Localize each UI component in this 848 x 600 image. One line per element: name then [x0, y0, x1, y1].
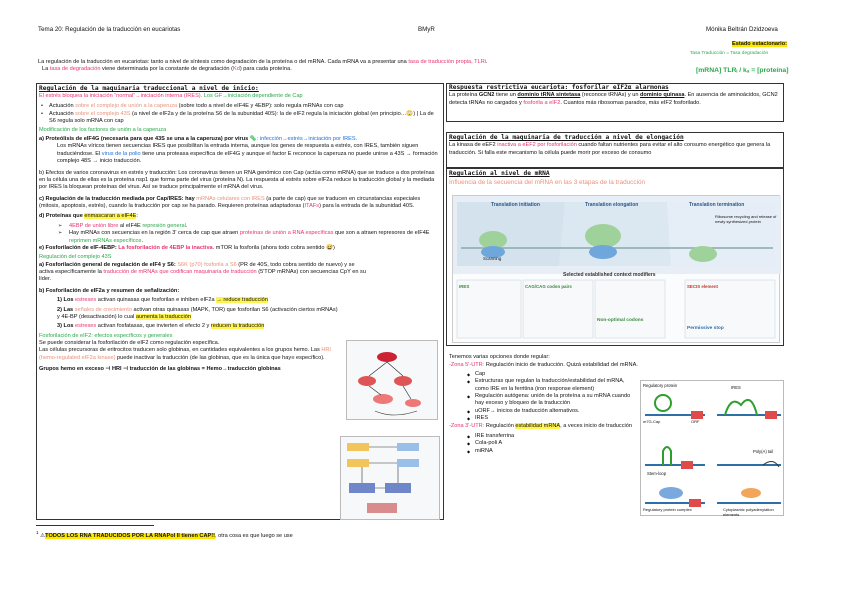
paragraph-hemo: Grupos hemo en exceso ⊣ HRI ⊣ traducción de las globinas = Hemo→traducción globinas	[39, 366, 281, 373]
fig-label-termination: Translation termination	[689, 202, 745, 208]
bullet-43s-complex: • Actuación sobre el complejo 43S (a nivel de eIF2a y de la proteína S6 de la subunidad 40S): la de eIF2 regula la iniciación global (en principio…🙄) | La de S6 regula solo mRNA con cap	[39, 111, 441, 126]
fig2-polya: Poly(A) tail	[753, 449, 774, 454]
utr3-item: ◆ IRE transferrina	[465, 433, 689, 440]
item-rna-binding: ➢ Hay mRNAs con secuencias en la región 3' cerca de cap que atraen proteínas de unión a RNA específicas que son a atraen represores de eIF4E reprimen mRNAs específicos.	[57, 230, 441, 245]
mrna-subtitle: Influencia de la secuencia del mRNA en las 3 etapas de la traducción	[449, 179, 646, 187]
fig2-ires: IRES	[731, 385, 741, 390]
subhead-eif2a: b) Fosforilación de eIF2a y resumen de señalización:	[39, 287, 180, 294]
utr3-item: ◆ Cola-poli A	[465, 440, 689, 447]
fig-label-scanning: Scanning	[483, 256, 502, 261]
header-right: Mónika Beltrán Dzidzoeva	[706, 26, 778, 33]
item-stress-3: 3) Los estreses activan fosfatasas, que invierten el efecto 2 y reducen la traducción	[57, 323, 265, 330]
fig2-reg-complex: Regulatory protein complex	[643, 507, 692, 512]
gcn2-section: Respuesta restrictiva eucariota: fosforilar eIF2α alarmonas La proteína GCN2 tiene un dominio tRNA sintetasa (reconoce tRNAs) y un dominio quinasa. En ausencia de aminoácidos, GCN2 detecta tRNAs no cargados y fosforila a eIF2. Cuantos más ribosomas parados, más eIF2 fosforilado.	[449, 84, 783, 109]
utr5-item: ◆ Cap	[465, 371, 635, 378]
elongation-section: Regulación de la maquinaria de traducción a nivel de elongación La kinasa de eEF2 inactiva a eEF2 por fosforilación cuando faltan nutrientes para evitar el alto consumo energético que genera la traducción. Si falla este mecanismo la célula puede morir por exceso de consumo	[449, 134, 783, 159]
fig-box-secis: SECIS element	[687, 284, 718, 289]
utr3-heading: -Zona 3'-UTR: Regulación estabilidad mRNA, a veces inicio de traducción	[449, 423, 632, 430]
fig2-cpe: Cytoplasmic polyadenylation elements	[723, 507, 774, 518]
paragraph-eif2-specific: Se puede considerar la fosforilación de eIF2 como regulación específica.	[39, 340, 220, 347]
item-stress-1: 1) Los estreses activan quinasas que fosforilan e inhiben eIF2a → reduce traducción	[57, 297, 268, 304]
fig-label-initiation: Translation initiation	[491, 202, 540, 208]
signaling-diagram	[346, 340, 438, 420]
paragraph-eif4e-masking: d) Proteínas que enmascaran a eIF4E:	[39, 213, 138, 220]
utr5-item: ◆ Regulación autógena: unión de la proteína a su mRNA cuando hay exceso y bloqueo de la traducción	[465, 393, 635, 408]
header-center: BMyR	[418, 26, 435, 33]
regulatory-elements-figure	[640, 380, 784, 516]
mrna-section	[449, 170, 783, 188]
section-title-gcn2: Respuesta restrictiva eucariota: fosforilar eIF2α alarmonas	[449, 84, 669, 91]
fig-label-recycling: Ribosome recycling and release of newly synthesized protein	[715, 214, 777, 225]
fig-label-elongation: Translation elongation	[585, 202, 639, 208]
steady-state-equation: Tasa Traducción = Tasa degradación	[690, 51, 769, 56]
paragraph-coronavirus: b) Efectos de varios coronavirus en estrés y traducción: Los coronavirus tienen un RNA genómico con Cap (actúa como mRNA) que se traduce a dos proteínas en la célula una de ellas es la proteína nsp1 que forma parte del virus (proteína N). La respuesta al estrés sobre eIF2a reduce la traducción global y la mediada por IRES la bloquean proteínas del virus. Así se traduce principalmente el mRNA del virus.	[39, 169, 435, 191]
intro-paragraph: La regulación de la traducción en eucariotas: tanto a nivel de síntesis como degradación de la proteína o del mRNA. Cada mRNA va a presentar una tasa de traducción propia, TLRi. La tasa de degradación viene determinada por la constante de degradación (Kd) para cada proteína.	[38, 59, 488, 73]
subhead-eif2-effects: Fosforilación de eIF2: efectos específicos y generales	[39, 332, 173, 339]
thinking-emoji-icon: 🙄	[406, 110, 414, 117]
footnote: $^1$ ⚠TODOS LOS RNA TRADUCIDOS POR LA RNAPol II tienen CAP!!, otra cosa es que luego se use	[36, 530, 293, 539]
steady-state-title: Estado estacionario:	[732, 41, 788, 47]
section-title-initiation: Regulación de la maquinaria traduccional a nivel de inicio:	[39, 85, 259, 92]
translation-stages-figure	[452, 195, 780, 343]
utr5-item: ◆ Estructuras que regulan la traducción/estabilidad del mRNA, como IRE en la ferritina (iron response element)	[465, 378, 635, 393]
utr5-item: ◆ uORF→ inicios de traducción alternativos.	[465, 408, 635, 415]
left-column-content: Regulación de la maquinaria traduccional a nivel de inicio: El estrés bloquea la iniciación “normal”→iniciación interna (IRES). Los GF→iniciación dependiente de Cap • Actuación sobre el complejo de unión a la caperuza (sobre todo a nivel de eIF4E y 4EBP): solo regula mRNAs con cap • Actuación sobre el complejo 43S (a nivel de eIF2a y de la proteína S6 de la subunidad 40S): la de eIF2 regula la iniciación global (en principio…🙄) | La de S6 regula solo mRNA con cap Modificación de los factores de unión a la caperuza a) Proteólisis de eIF4G (necesaria para que 43S se una a la caperuza) por virus 🦠: infección→estrés→iniciación por IRES. Los mRNAs víricos tienen secuencias IRES que posibilitan la entrada interna, aunque los genes de respuesta a estrés, con IRES, también siguen traduciéndose. El virus de la polio tiene una proteasa específica de eIF4G y aunque el factor E reconoce la caperuza no puede unirse a 43S → formación complejo 48S → inicio traducción. b) Efectos de varios coronavirus en estrés y traducción: Los coronavirus tienen un RNA genómico con Cap (actúa como mRNA) que se traduce a dos proteínas en la célula una de ellas es la proteína nsp1 que forma parte del virus (proteína N). La respuesta al estrés sobre eIF2a reduce la traducción global y la mediada por IRES la bloquean proteínas del virus. Así se traduce principalmente el mRNA del virus. c) Regulación de la traducción mediada por Cap/IRES: hay mRNAs celulares con IRES (a parte de cap) que se traducen en circunstancias especiales (mitosis, apoptosis, estrés), cuando la traducción por cap se ha parado. Requieren proteínas adaptadoras (ITAFs) para la entrada de la subunidad 40S. d) Proteínas que enmascaran a eIF4E: ➢ 4EBP de unión libre al eIF4E represión general. ➢ Hay mRNAs con secuencias en la región 3' cerca de cap que atraen proteínas de unión a RNA específicas que son a atraen represores de eIF4E reprimen mRNAs específicos. e) Fosforilación de eIF-4EBP: La fosforilación de 4EBP la inactiva. mTOR la fosforila (ahora todo cobra sentido 😅) Regulación del complejo 43S a) Fosforilación general de regulación de eIF4 y S6: S6K (p70) fosforila a S6 (PR de 40S, todo cobra sentido de nuevo) y se activa específicamente la traducción de mRNAs que codifican maquinaria de traducción (5'TOP mRNAs) con secuencias CpY en su líder. b) Fosforilación de eIF2a y resumen de señalización: 1) Los estreses activan quinasas que fosforilan e inhiben eIF2a → reduce traducción 2) Las señales de crecimiento activan otras quinasas (MAPK, TOR) que fosforilan S6 (activación ciertos mRNAs) y 4E-BP (desactivación) lo cual aumenta la traducción 3) Los estreses activan fosfatasas, que invierten el efecto 2 y reducen la traducción Fosforilación de eIF2: efectos específicos y generales Se puede considerar la fosforilación de eIF2 como regulación específica. Las células precursoras de eritrocitos traducen solo globinas, en cantidades equivalentes a los grupos hemo. Las HRI (hemo-regulated eIF2a kinase) puede inactivar la traducción (de las globinas, que es la única que hay≡ específico). Grupos hemo en exceso ⊣ HRI ⊣ traducción de las globinas = Hemo→traducción globinas	[39, 85, 441, 376]
item-4ebp: ➢ 4EBP de unión libre al eIF4E represión general.	[57, 223, 441, 230]
paragraph-cap-ires: c) Regulación de la traducción mediada por Cap/IRES: hay mRNAs celulares con IRES (a parte de cap) que se traducen en circunstancias especiales (mitosis, apoptosis, estrés), cuando la traducción por cap se ha parado. Requieren proteínas adaptadoras (ITAFs) para la entrada de la subunidad 40S.	[39, 195, 421, 210]
steady-state-formula: [mRNA] TLRᵢ / kₐ = [proteína]	[696, 67, 789, 74]
fig2-cap: m7G-Cap	[643, 419, 661, 424]
utr5-heading: -Zona 5'-UTR: Regulación inicio de traducción. Quizá estabilidad del mRNA.	[449, 362, 638, 369]
virus-icon: 🦠	[249, 136, 257, 143]
grin-emoji-icon: 😅	[326, 244, 334, 251]
section-title-elongation: Regulación de la maquinaria de traducción a nivel de elongación	[449, 134, 684, 141]
subhead-43s: Regulación del complejo 43S	[39, 254, 112, 261]
footnote-rule	[36, 525, 154, 526]
fig2-orf: ORF	[691, 419, 700, 424]
fig2-stem-loop: Stem-loop	[647, 471, 667, 476]
fig-box-ires: IRES	[459, 284, 470, 289]
subhead-cap-factors: Modificación de los factores de unión a la caperuza	[39, 126, 167, 133]
paragraph-globin: Las células precursoras de eritrocitos traducen solo globinas, en cantidades equivalentes a los grupos hemo. Las HRI (hemo-regulated eIF2a kinase) puede inactivar la traducción (de las globinas, que es la única que hay≡ específico).	[39, 347, 331, 361]
fig-box-nonoptimal: Non-optimal codons	[597, 318, 644, 323]
warning-icon: ⚠	[40, 532, 46, 539]
paragraph-s6: a) Fosforilación general de regulación de eIF4 y S6: S6K (p70) fosforila a S6 (PR de 40S, todo cobra sentido de nuevo) y se activa específicamente la traducción de mRNAs que codifican maquinaria de traducción (5'TOP mRNAs) con secuencias CpY en su líder.	[39, 261, 366, 283]
utr5-item: ◆ IRES	[465, 415, 635, 422]
options-title: Tenemos varias opciones donde regular:	[449, 354, 550, 360]
fig-box-permissive-stop: Permissive stop	[687, 326, 724, 331]
fig-label-modifiers: Selected established context modifiers	[563, 272, 656, 278]
paragraph-4ebp-phospho: e) Fosforilación de eIF-4EBP: La fosforilación de 4EBP la inactiva. mTOR la fosforila (ahora todo cobra sentido 😅)	[39, 244, 335, 251]
fig-box-codon-pairs: CAG/CAG codon pairs	[525, 284, 572, 289]
bullet-cap-complex: • Actuación sobre el complejo de unión a la caperuza (sobre todo a nivel de eIF4E y 4EBP): solo regula mRNAs con cap	[39, 103, 441, 110]
section-title-mrna: Regulación al nivel de mRNA	[449, 170, 550, 177]
utr3-item: ◆ miRNA	[465, 448, 689, 455]
fig2-regulatory-protein: Regulatory protein	[643, 383, 678, 388]
item-growth-2: 2) Las señales de crecimiento activan otras quinasas (MAPK, TOR) que fosforilan S6 (activación ciertos mRNAs) y 4E-BP (desactivación) lo cual aumenta la traducción	[57, 306, 338, 320]
eif2-cycle-diagram	[340, 436, 440, 520]
header-left: Tema 20: Regulación de la traducción en eucariotas	[38, 26, 181, 33]
